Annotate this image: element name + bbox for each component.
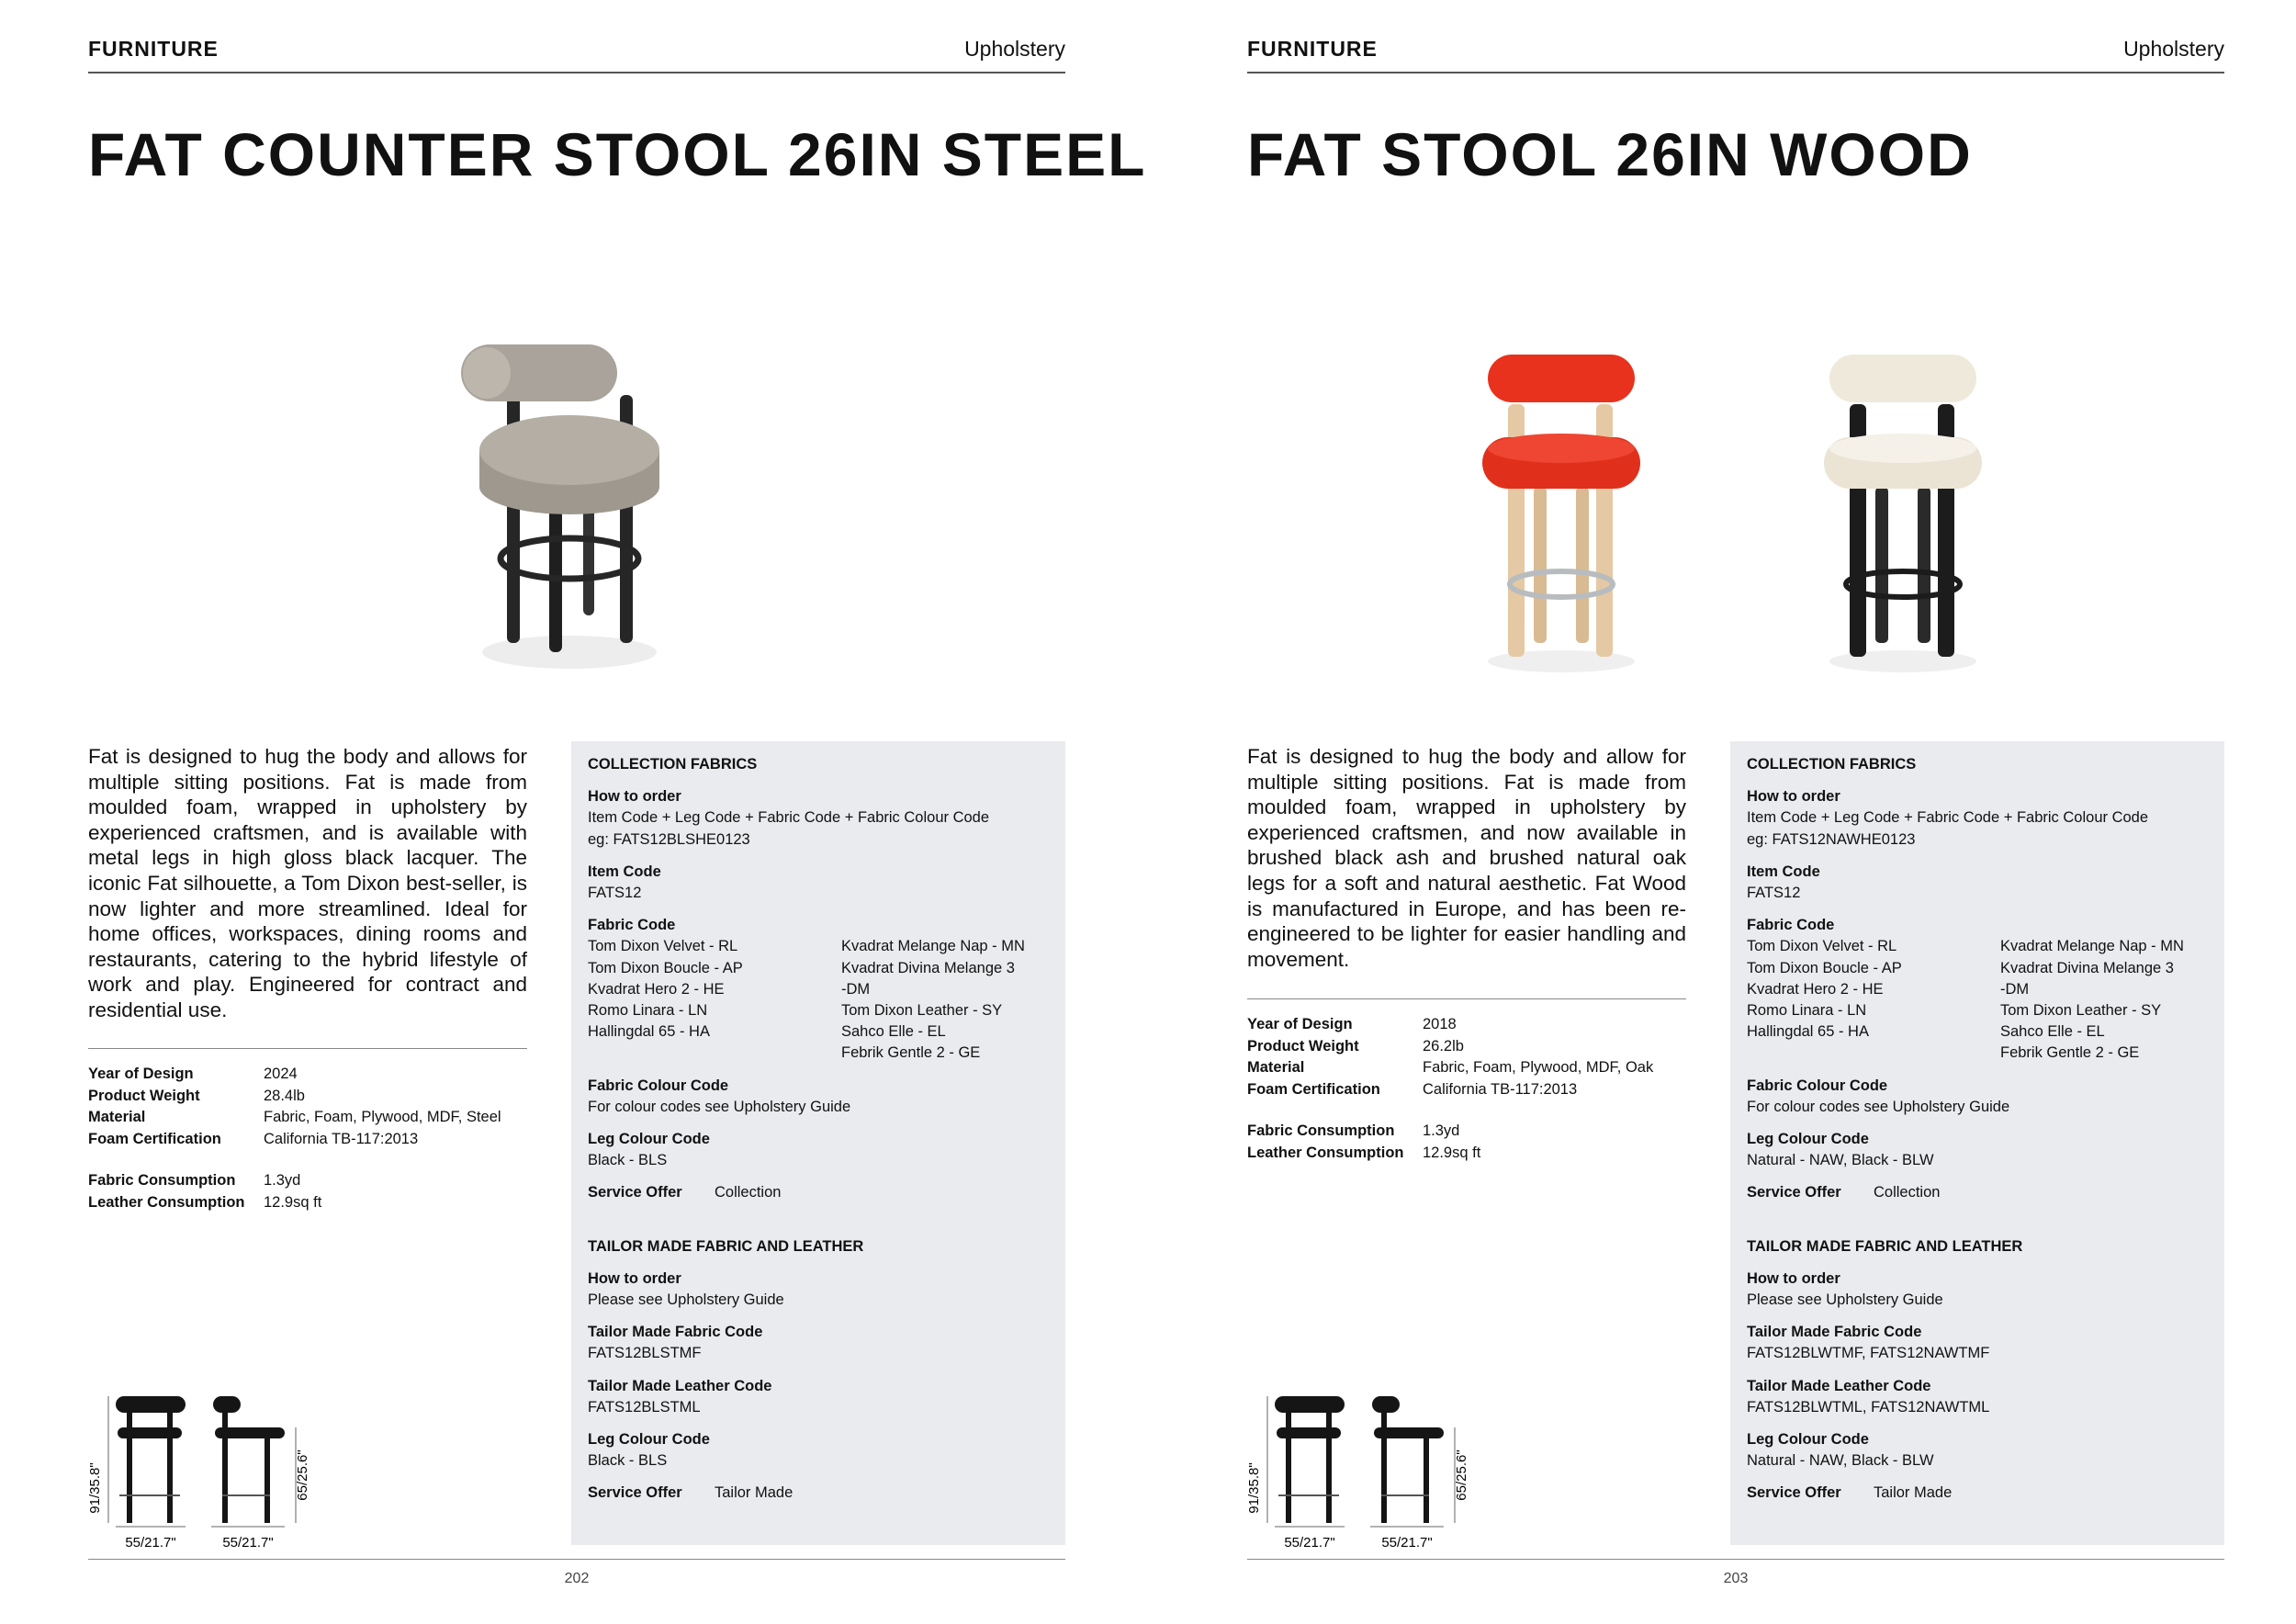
spec-key: Foam Certification	[88, 1130, 221, 1147]
service-offer-label: Service Offer	[1747, 1184, 1841, 1201]
fabric-code-list	[588, 936, 1056, 1064]
tailor-made-title: TAILOR MADE FABRIC AND LEATHER	[1747, 1237, 2023, 1255]
tailor-fabric-label: Tailor Made Fabric Code	[588, 1324, 763, 1341]
spec-key: Material	[88, 1109, 146, 1125]
fabrics-panel	[1730, 741, 2224, 1545]
spec-list	[88, 1064, 501, 1213]
fabric-item: Sahco Elle - EL	[841, 1023, 946, 1041]
dim-width-label: 55/21.7"	[125, 1535, 176, 1551]
dimension-drawing	[83, 1387, 331, 1552]
product-title: FAT STOOL 26IN WOOD	[1247, 120, 1973, 188]
tailor-how-value: Please see Upholstery Guide	[1747, 1291, 1943, 1309]
leg-colour-label: Leg Colour Code	[588, 1131, 710, 1148]
tailor-leather-value: FATS12BLSTML	[588, 1398, 701, 1415]
spec-row	[88, 1086, 501, 1108]
spec-value: 26.2lb	[1423, 1037, 1464, 1054]
fabric-item: Hallingdal 65 - HA	[1747, 1023, 1869, 1041]
fabric-item: Tom Dixon Leather - SY	[841, 1002, 1003, 1020]
item-code-label: Item Code	[1747, 863, 1820, 880]
front-view-back	[1275, 1396, 1345, 1413]
footer-divider	[1247, 1559, 2224, 1560]
spec-value: 12.9sq ft	[1423, 1144, 1481, 1161]
tailor-service-offer	[1747, 1483, 2215, 1504]
spec-key: Year of Design	[88, 1066, 194, 1082]
page-number: 202	[564, 1571, 590, 1586]
tailor-service-value: Tailor Made	[1874, 1484, 1953, 1502]
how-to-order-value: Item Code + Leg Code + Fabric Code + Fabric Colour Code	[1747, 809, 2149, 827]
tailor-service-value: Tailor Made	[715, 1484, 793, 1502]
tailor-service-label: Service Offer	[588, 1484, 682, 1502]
service-offer-value: Collection	[1874, 1184, 1941, 1201]
spec-row	[88, 1170, 501, 1192]
fabric-item: Febrik Gentle 2 - GE	[2000, 1044, 2140, 1062]
dim-width-label: 55/21.7"	[1284, 1535, 1335, 1551]
tailor-how-label: How to order	[588, 1269, 681, 1287]
spec-key: Fabric Consumption	[88, 1172, 236, 1189]
spec-row	[88, 1192, 501, 1214]
service-offer	[1747, 1182, 2215, 1203]
footer-divider	[88, 1559, 1065, 1560]
dim-seat-height-label: 65/25.6"	[1454, 1449, 1469, 1501]
page-right	[1159, 0, 2296, 1624]
how-to-order-label: How to order	[1747, 788, 1840, 806]
fabric-item: Tom Dixon Leather - SY	[2000, 1002, 2162, 1020]
tailor-made-title: TAILOR MADE FABRIC AND LEATHER	[588, 1237, 864, 1255]
fabric-item: Kvadrat Melange Nap - MN	[841, 938, 1025, 955]
spec-value: 2024	[264, 1066, 298, 1082]
fabric-item: Tom Dixon Velvet - RL	[1747, 938, 1897, 955]
backrest	[1488, 355, 1635, 402]
fabric-item: Kvadrat Hero 2 - HE	[588, 980, 725, 998]
spec-value: Fabric, Foam, Plywood, MDF, Steel	[264, 1109, 501, 1125]
item-code-value: FATS12	[588, 885, 642, 902]
fabric-item: Romo Linara - LN	[588, 1002, 708, 1020]
tailor-fabric-value: FATS12BLWTMF, FATS12NAWTMF	[1747, 1345, 1990, 1362]
item-code-value: FATS12	[1747, 885, 1801, 902]
spec-key: Material	[1247, 1059, 1305, 1076]
product-photo-cream-black-stool	[1811, 349, 1995, 680]
item-code-label: Item Code	[588, 863, 661, 880]
service-offer	[588, 1182, 1056, 1203]
tailor-leather-label: Tailor Made Leather Code	[588, 1377, 772, 1394]
spec-row	[1247, 1121, 1653, 1143]
section-label: FURNITURE	[88, 37, 219, 61]
dim-height-label: 91/35.8"	[1246, 1462, 1262, 1514]
spec-row	[1247, 1057, 1653, 1079]
fabric-code-label: Fabric Code	[1747, 917, 1835, 934]
section-label: FURNITURE	[1247, 37, 1378, 61]
spec-key: Year of Design	[1247, 1016, 1353, 1032]
dim-depth-label: 55/21.7"	[222, 1535, 274, 1551]
dimension-drawing	[1242, 1387, 1490, 1552]
how-to-order-example: eg: FATS12BLSHE0123	[588, 830, 750, 848]
spec-key: Fabric Consumption	[1247, 1122, 1395, 1139]
product-photo-steel-stool	[432, 331, 689, 689]
tailor-leather-label: Tailor Made Leather Code	[1747, 1377, 1931, 1394]
fabric-code-list	[1747, 936, 2215, 1064]
page-number: 203	[1723, 1571, 1749, 1586]
spec-value: 1.3yd	[1423, 1122, 1460, 1139]
tailor-leg-label: Leg Colour Code	[1747, 1431, 1869, 1449]
fabric-item: Hallingdal 65 - HA	[588, 1023, 710, 1041]
collection-fabrics-title: COLLECTION FABRICS	[588, 756, 758, 773]
spec-row	[88, 1064, 501, 1086]
fabric-item: Kvadrat Melange Nap - MN	[2000, 938, 2184, 955]
fabric-item: Sahco Elle - EL	[2000, 1023, 2105, 1041]
leg-colour-value: Black - BLS	[588, 1152, 668, 1169]
tailor-how-label: How to order	[1747, 1269, 1840, 1287]
divider	[88, 1048, 527, 1049]
footrest-ring	[501, 538, 638, 579]
tailor-fabric-label: Tailor Made Fabric Code	[1747, 1324, 1922, 1341]
spec-key: Foam Certification	[1247, 1080, 1380, 1098]
tailor-service-label: Service Offer	[1747, 1484, 1841, 1502]
fabrics-panel	[571, 741, 1065, 1545]
fabric-item: Febrik Gentle 2 - GE	[841, 1044, 981, 1062]
fabric-item: Tom Dixon Boucle - AP	[588, 959, 743, 976]
collection-fabrics-title: COLLECTION FABRICS	[1747, 756, 1917, 773]
spec-row	[1247, 1014, 1653, 1036]
dim-seat-height-label: 65/25.6"	[295, 1449, 310, 1501]
fabric-colour-label: Fabric Colour Code	[588, 1077, 729, 1094]
product-title: FAT COUNTER STOOL 26IN STEEL	[88, 120, 1147, 188]
spec-row	[88, 1107, 501, 1129]
spec-key: Leather Consumption	[1247, 1144, 1404, 1161]
product-photo-red-oak-stool	[1469, 349, 1653, 680]
fabric-item: Tom Dixon Boucle - AP	[1747, 959, 1902, 976]
page-header	[88, 37, 1065, 73]
how-to-order-example: eg: FATS12NAWHE0123	[1747, 830, 1916, 848]
product-description: Fat is designed to hug the body and allow for multiple sitting positions. Fat is made from moulded foam, wrapped in upholstery by experienced craftsmen, and now available in brushed black ash and brushed natural oak legs for a soft and natural aesthetic. Fat Wood is manufactured in Europe, and has been re-engineered to be lighter for easier handling and movement.	[1247, 745, 1686, 971]
spec-row	[1247, 1143, 1653, 1165]
fabric-item: Tom Dixon Velvet - RL	[588, 938, 738, 955]
divider	[1247, 998, 1686, 999]
tailor-leg-value: Black - BLS	[588, 1452, 668, 1470]
fabric-item: Kvadrat Hero 2 - HE	[1747, 980, 1884, 998]
fabric-item: Romo Linara - LN	[1747, 1002, 1867, 1020]
spec-value: 2018	[1423, 1016, 1457, 1032]
how-to-order-label: How to order	[588, 788, 681, 806]
leg-colour-value: Natural - NAW, Black - BLW	[1747, 1152, 1934, 1169]
page-header	[1247, 37, 2224, 73]
fabric-item: -DM	[841, 980, 871, 998]
spec-key: Leather Consumption	[88, 1193, 245, 1211]
spec-value: 12.9sq ft	[264, 1193, 322, 1211]
tailor-leather-value: FATS12BLWTML, FATS12NAWTML	[1747, 1398, 1990, 1415]
spec-key: Product Weight	[88, 1087, 200, 1104]
spec-row	[1247, 1079, 1653, 1101]
service-offer-value: Collection	[715, 1184, 782, 1201]
fabric-item: -DM	[2000, 980, 2030, 998]
spec-list	[1247, 1014, 1653, 1164]
fabric-code-label: Fabric Code	[588, 917, 676, 934]
how-to-order-value: Item Code + Leg Code + Fabric Code + Fabric Colour Code	[588, 809, 990, 827]
tailor-leg-value: Natural - NAW, Black - BLW	[1747, 1452, 1934, 1470]
spec-value: 1.3yd	[264, 1172, 301, 1189]
dim-height-label: 91/35.8"	[87, 1462, 103, 1514]
spec-row	[88, 1129, 501, 1151]
tailor-service-offer	[588, 1483, 1056, 1504]
tailor-how-value: Please see Upholstery Guide	[588, 1291, 784, 1309]
fabric-colour-value: For colour codes see Upholstery Guide	[588, 1098, 851, 1115]
category-label: Upholstery	[2123, 37, 2224, 61]
category-label: Upholstery	[964, 37, 1065, 61]
product-description: Fat is designed to hug the body and allows for multiple sitting positions. Fat is made from moulded foam, wrapped in upholstery by experienced craftsmen, and is available with metal legs in high gloss black lacquer. The iconic Fat silhouette, a Tom Dixon best-seller, is now lighter and more streamlined. Ideal for home offices, workspaces, dining rooms and restaurants, catering to the hybrid lifestyle of work and play. Engineered for contract and residential use.	[88, 745, 527, 1021]
spec-value: Fabric, Foam, Plywood, MDF, Oak	[1423, 1059, 1654, 1076]
tailor-leg-label: Leg Colour Code	[588, 1431, 710, 1449]
spec-value: California TB-117:2013	[1423, 1080, 1578, 1098]
service-offer-label: Service Offer	[588, 1184, 682, 1201]
fabric-colour-value: For colour codes see Upholstery Guide	[1747, 1098, 2010, 1115]
fabric-colour-label: Fabric Colour Code	[1747, 1077, 1888, 1094]
spec-value: 28.4lb	[264, 1087, 305, 1104]
spec-row	[1247, 1036, 1653, 1058]
backrest	[1829, 355, 1976, 402]
fabric-item: Kvadrat Divina Melange 3	[2000, 959, 2174, 976]
tailor-fabric-value: FATS12BLSTMF	[588, 1345, 702, 1362]
leg-colour-label: Leg Colour Code	[1747, 1131, 1869, 1148]
spec-value: California TB-117:2013	[264, 1130, 419, 1147]
dim-depth-label: 55/21.7"	[1381, 1535, 1433, 1551]
fabric-item: Kvadrat Divina Melange 3	[841, 959, 1015, 976]
front-view-back	[116, 1396, 186, 1413]
spec-key: Product Weight	[1247, 1037, 1359, 1054]
